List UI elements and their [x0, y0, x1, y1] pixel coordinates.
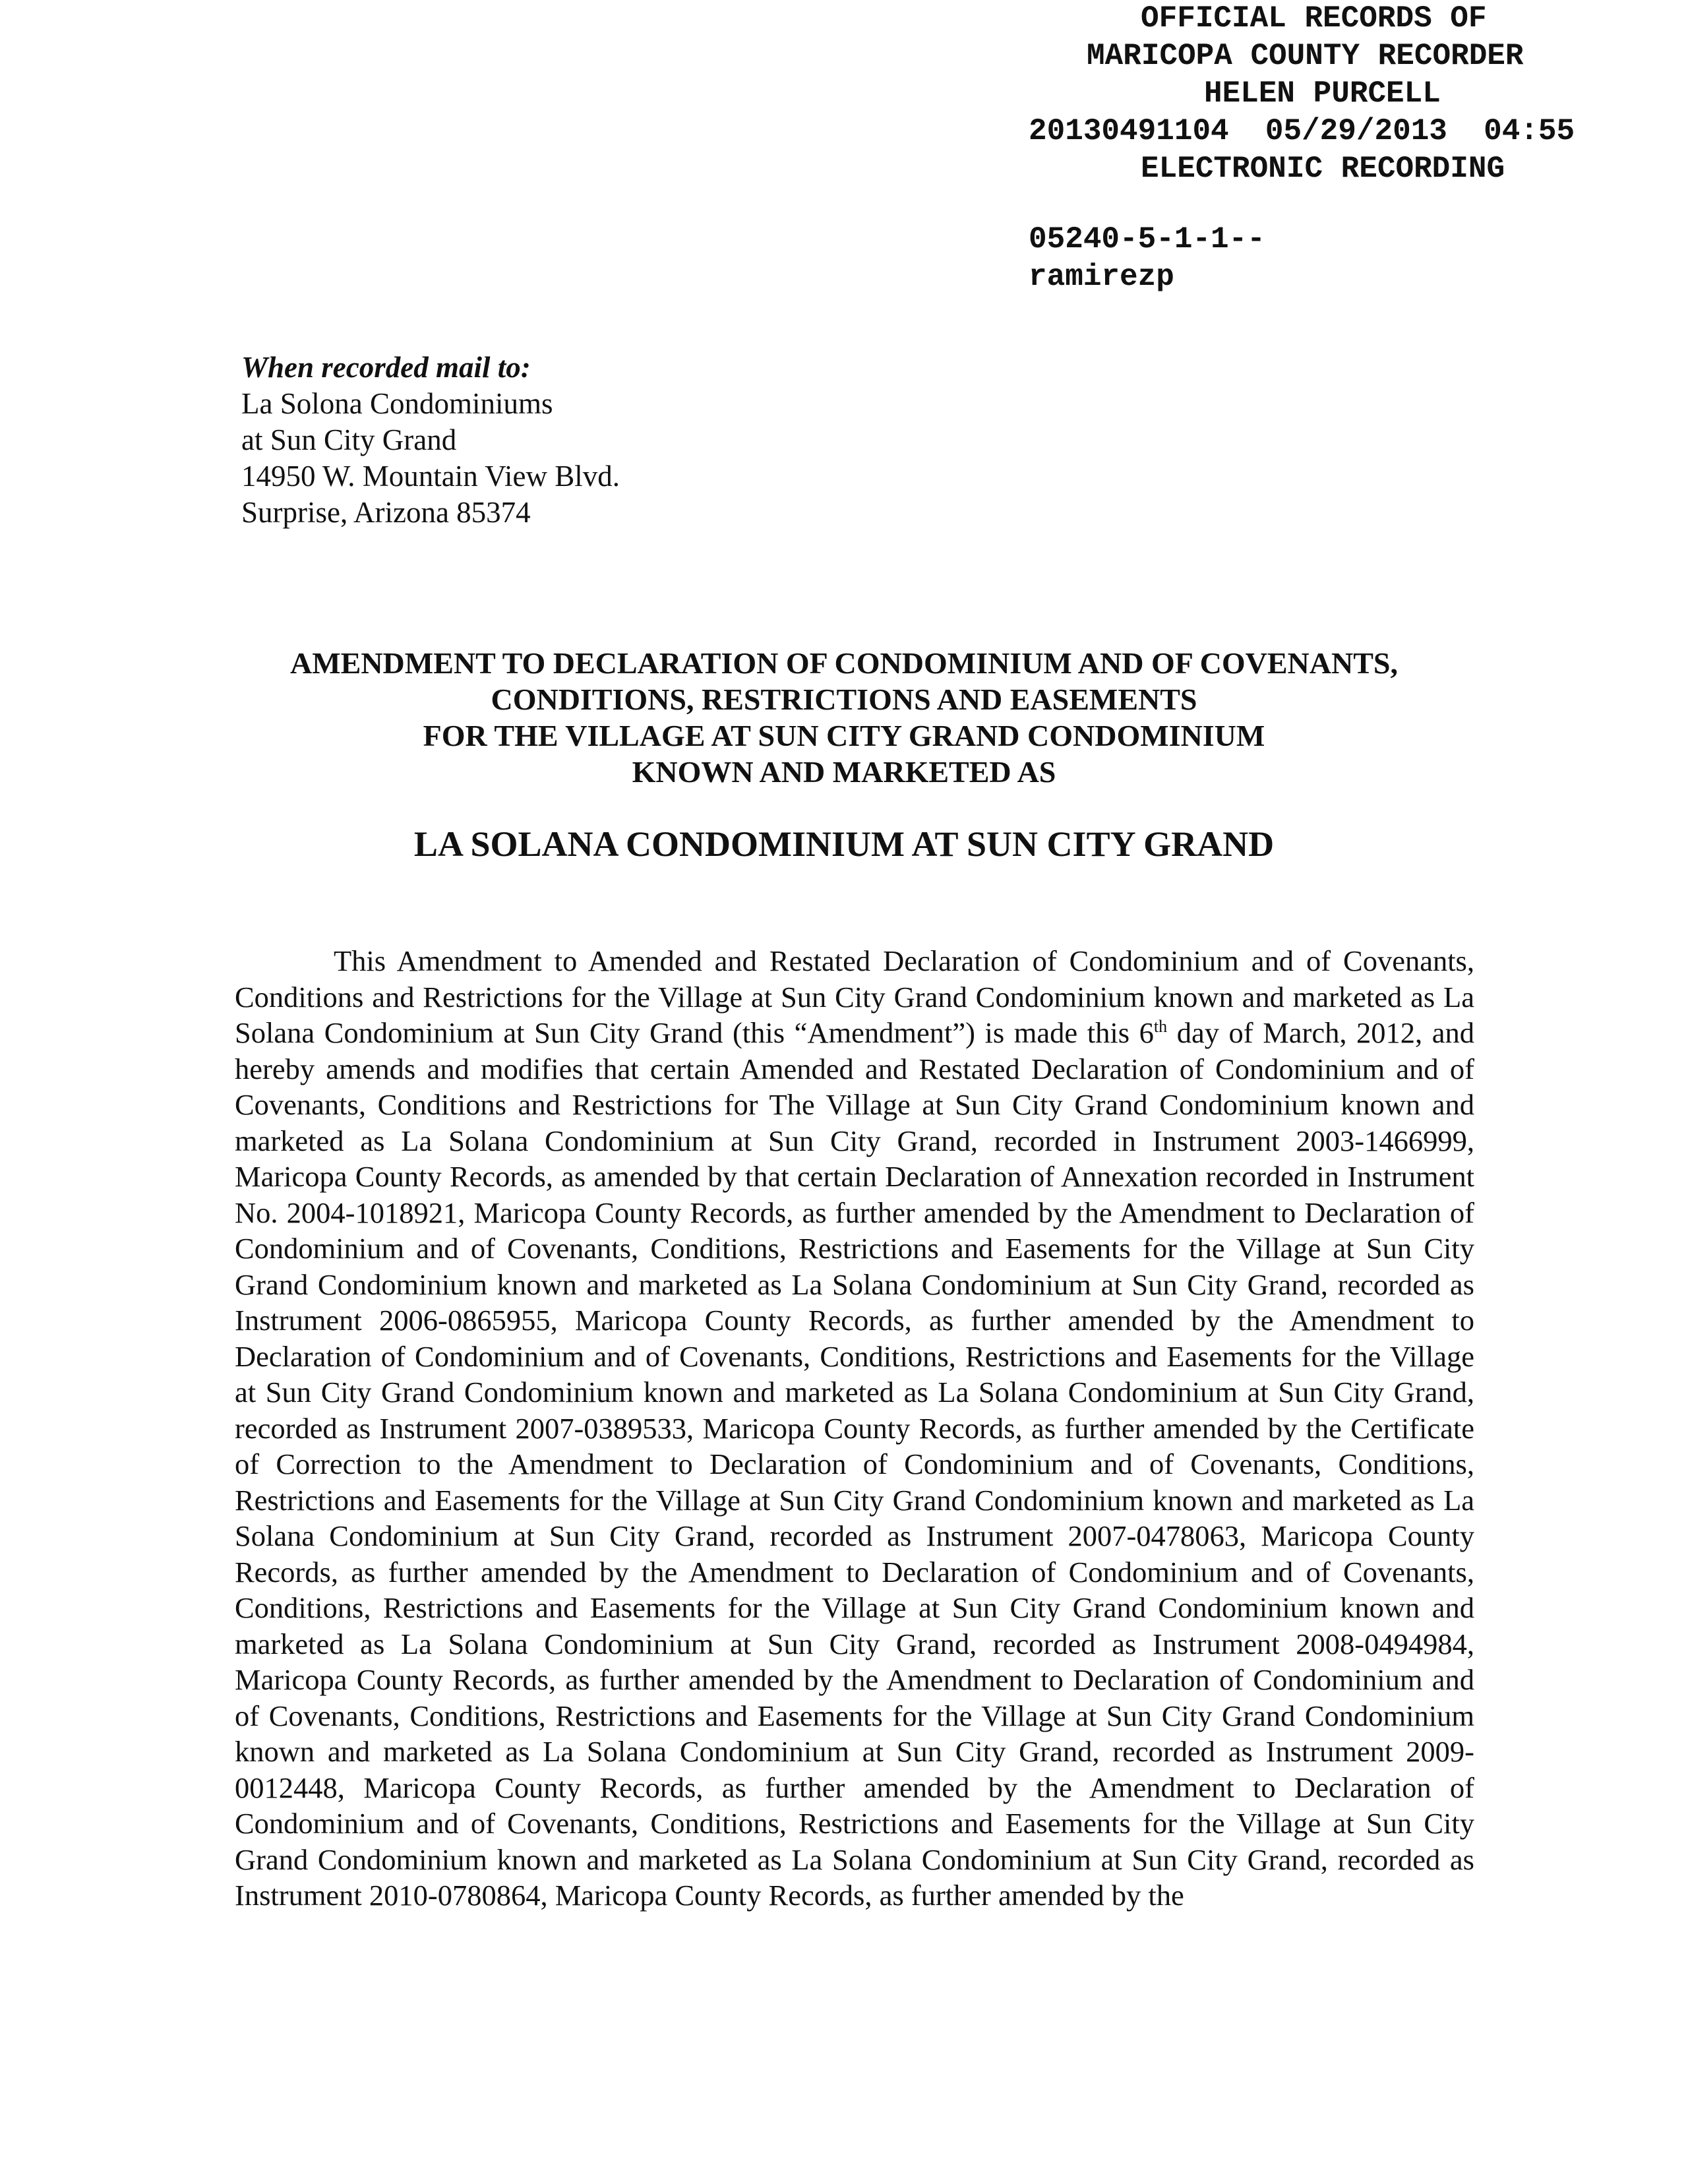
- mail-to-address-block: [241, 349, 620, 531]
- stamp-user: ramirezp: [1029, 260, 1174, 294]
- title-line: FOR THE VILLAGE AT SUN CITY GRAND CONDOMINIUM: [423, 719, 1265, 752]
- mail-to-line: Surprise, Arizona 85374: [241, 496, 531, 529]
- ordinal-suffix: th: [1153, 1017, 1168, 1037]
- title-line: AMENDMENT TO DECLARATION OF CONDOMINIUM AND OF COVENANTS,: [290, 646, 1398, 680]
- body-paragraph: [235, 943, 1474, 1914]
- stamp-line-official-records: OFFICIAL RECORDS OF: [1141, 1, 1487, 36]
- body-text-part-1: This Amendment to Amended and Restated Declaration of Condominium and of Covenants, Conditions and Restrictions for the Village at Sun City Grand Condominium known and marketed as La Solana Condominium at Sun City Grand (this “Amendment”) is made this 6: [235, 944, 1474, 1049]
- recorder-stamp: [1029, 0, 1662, 296]
- document-subtitle: LA SOLANA CONDOMINIUM AT SUN CITY GRAND: [413, 824, 1275, 864]
- title-line: CONDITIONS, RESTRICTIONS AND EASEMENTS: [491, 682, 1197, 716]
- stamp-line-electronic-recording: ELECTRONIC RECORDING: [1141, 152, 1505, 186]
- mail-to-heading: When recorded mail to:: [241, 351, 531, 384]
- stamp-line-recorder-name: HELEN PURCELL: [1204, 76, 1441, 111]
- stamp-line-record-number-date: 20130491104 05/29/2013 04:55: [1029, 114, 1575, 148]
- document-title: [198, 645, 1490, 790]
- stamp-code: 05240-5-1-1--: [1029, 222, 1265, 257]
- body-text-part-2: day of March, 2012, and hereby amends and modifies that certain Amended and Restated Declaration of Condominium and of Covenants, Conditions and Restrictions for The Village at Sun City Grand Condominium known and marketed as La Solana Condominium at Sun City Grand, recorded in Instrument 2003-1466999, Maricopa County Records, as amended by that certain Declaration of Annexation recorded in Instrument No. 2004-1018921, Maricopa County Records, as further amended by the Amendment to Declaration of Condominium and of Covenants, Conditions, Restrictions and Easements for the Village at Sun City Grand Condominium known and marketed as La Solana Condominium at Sun City Grand, recorded as Instrument 2006-0865955, Maricopa County Records, as further amended by the Amendment to Declaration of Condominium and of Covenants, Conditions, Restrictions and Easements for the Village at Sun City Grand Condominium known and marketed as La Solana Condominium at Sun City Grand, recorded as Instrument 2007-0389533, Maricopa County Records, as further amended by the Certificate of Correction to the Amendment to Declaration of Condominium and of Covenants, Conditions, Restrictions and Easements for the Village at Sun City Grand Condominium known and marketed as La Solana Condominium at Sun City Grand, recorded as Instrument 2007-0478063, Maricopa County Records, as further amended by the Amendment to Declaration of Condominium and of Covenants, Conditions, Restrictions and Easements for the Village at Sun City Grand Condominium known and marketed as La Solana Condominium at Sun City Grand, recorded as Instrument 2008-0494984, Maricopa County Records, as further amended by the Amendment to Declaration of Condominium and of Covenants, Conditions, Restrictions and Easements for the Village at Sun City Grand Condominium known and marketed as La Solana Condominium at Sun City Grand, recorded as Instrument 2009-0012448, Maricopa County Records, as further amended by the Amendment to Declaration of Condominium and of Covenants, Conditions, Restrictions and Easements for the Village at Sun City Grand Condominium known and marketed as La Solana Condominium at Sun City Grand, recorded as Instrument 2010-0780864, Maricopa County Records, as further amended by the: [235, 1016, 1474, 1912]
- title-line: KNOWN AND MARKETED AS: [632, 755, 1056, 789]
- mail-to-line: at Sun City Grand: [241, 423, 457, 456]
- stamp-line-recorder: MARICOPA COUNTY RECORDER: [1087, 39, 1524, 73]
- mail-to-line: La Solona Condominiums: [241, 387, 553, 420]
- mail-to-line: 14950 W. Mountain View Blvd.: [241, 460, 620, 493]
